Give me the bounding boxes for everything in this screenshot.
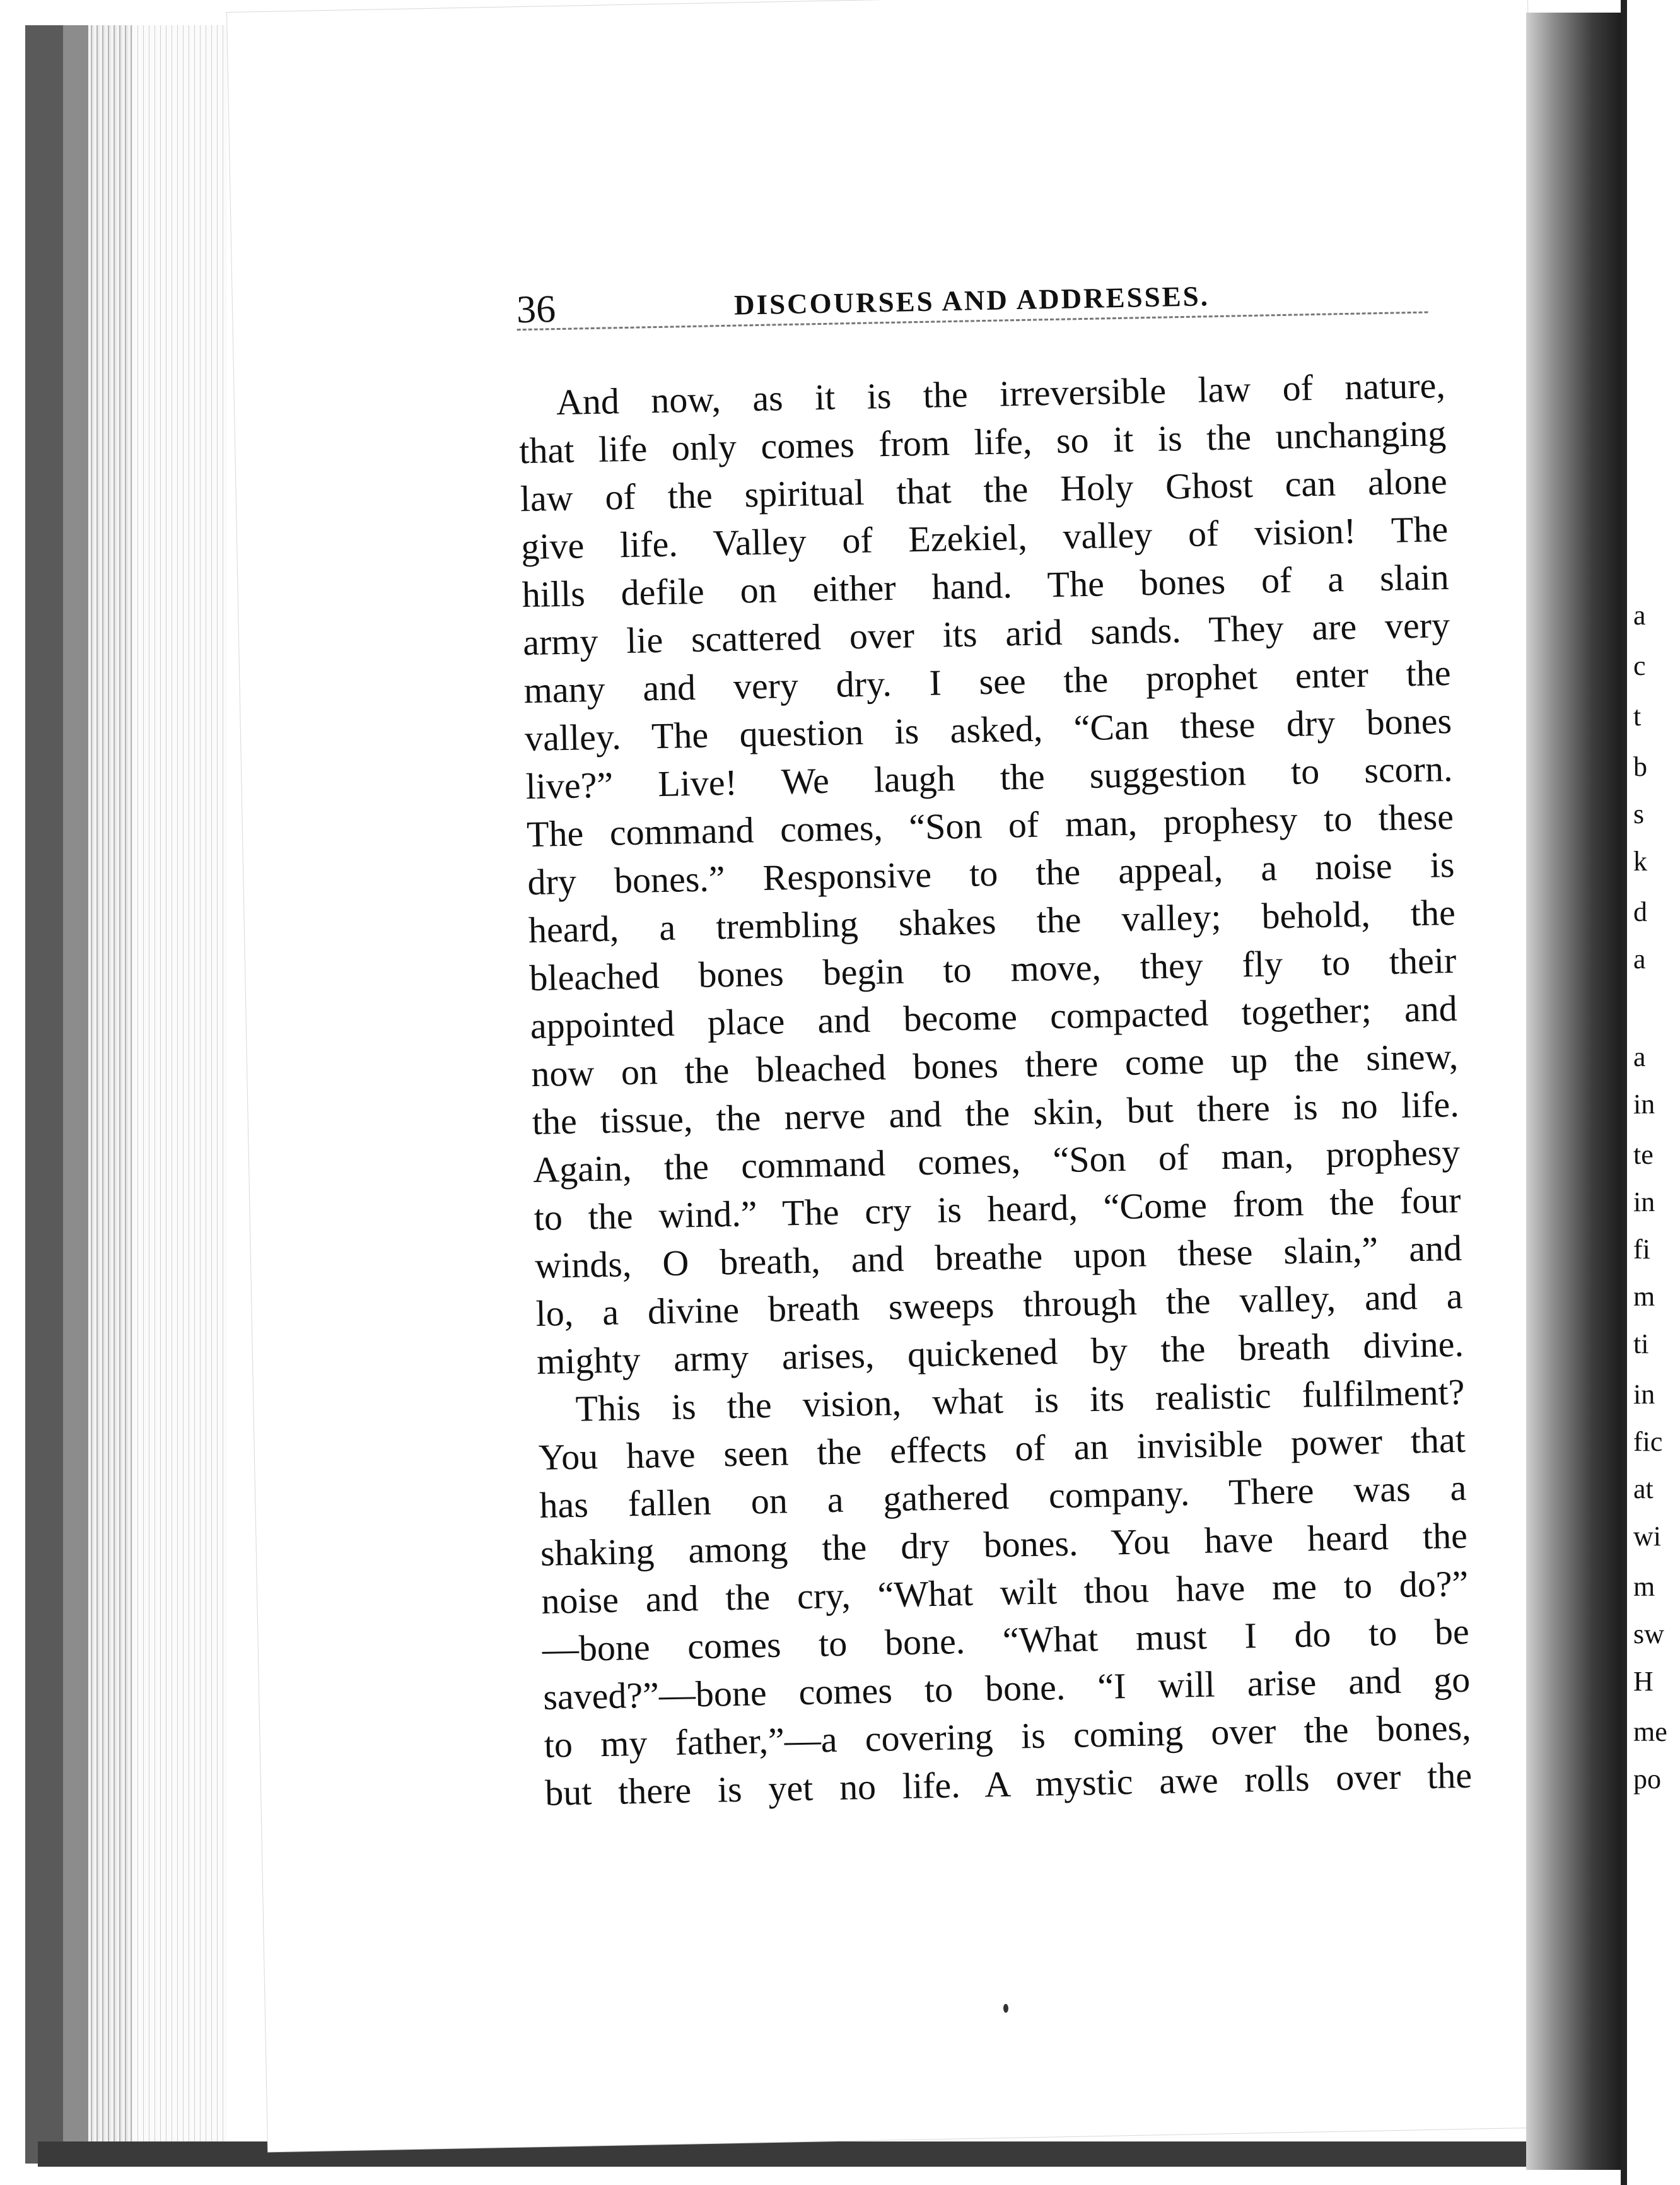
ink-speck [1003,2004,1008,2013]
page-edge-stack [88,25,132,2164]
text-line: You have seen the effects of an invisible power that [538,1419,1466,1478]
facing-page-fragment: m [1633,1571,1655,1602]
book-page [227,0,1568,2152]
text-line: lo, a divine breath sweeps through the valley, and a [535,1275,1464,1334]
page-edge-dark [25,25,63,2164]
facing-page-fragment: H [1633,1666,1654,1697]
text-line: law of the spiritual that the Holy Ghost can alone [520,460,1448,520]
facing-page-fragment: at [1633,1473,1654,1504]
text-line: appointed place and become compacted together; and [530,987,1458,1047]
text-line: And now, as it is the irreversible law of nature, [556,365,1446,423]
text-line: —bone comes to bone. “What must I do to be [542,1610,1470,1670]
facing-page-fragment: ti [1633,1328,1649,1359]
facing-page-fragment: in [1633,1379,1655,1410]
facing-page-fragment: fi [1633,1234,1650,1265]
facing-page-fragment: a [1633,944,1646,975]
running-title: DISCOURSES AND ADDRESSES. [733,280,1210,321]
running-head [233,268,1534,337]
text-line: that life only comes from life, so it is the unchanging [518,413,1447,472]
facing-page-fragment: b [1633,751,1647,782]
text-line: saved?”—bone comes to bone. “I will arise and go [542,1658,1471,1718]
text-line: now on the bleached bones there come up the sinew, [530,1035,1459,1095]
text-line: the tissue, the nerve and the skin, but there is no life. [532,1083,1460,1143]
text-line: to my father,”—a covering is coming over the bones, [544,1706,1472,1766]
text-line: many and very dry. I see the prophet enter the [523,652,1452,712]
bottom-shadow [38,2141,1564,2167]
page-edge-leaves [132,25,227,2164]
text-line: to the wind.” The cry is heard, “Come from the four [534,1179,1462,1239]
facing-page-fragment: s [1633,799,1645,829]
facing-page-fragment: d [1633,896,1647,927]
facing-page-edge [1621,0,1627,2185]
gutter-shadow [1526,13,1621,2170]
facing-page-fragment: t [1633,701,1642,732]
page-edge-mid [63,25,88,2164]
text-line: has fallen on a gathered company. There was a [539,1467,1467,1526]
text-line: noise and the cry, “What wilt thou have me to do?” [540,1562,1469,1622]
facing-page-fragment: in [1633,1089,1655,1120]
text-line: This is the vision, what is its realistic fulfilment? [575,1371,1465,1429]
facing-page-fragment: sw [1633,1619,1664,1649]
text-line: Again, the command comes, “Son of man, prophesy [532,1131,1461,1191]
text-line: shaking among the dry bones. You have heard the [540,1514,1468,1574]
body-text [518,361,1472,1817]
text-line: The command comes, “Son of man, prophesy to these [526,795,1454,855]
facing-page-fragment: a [1633,1041,1646,1072]
facing-page-fragment: in [1633,1186,1655,1217]
text-line: hills defile on either hand. The bones of a slain [522,556,1450,616]
text-line: army lie scattered over its arid sands. They are very [522,604,1450,664]
facing-page-fragment: k [1633,846,1647,877]
facing-page-fragment: te [1633,1139,1654,1170]
text-line: heard, a trembling shakes the valley; behold, the [528,891,1456,951]
text-line: live?” Live! We laugh the suggestion to scorn. [525,747,1453,807]
facing-page-fragment: me [1633,1716,1667,1747]
page-number: 36 [516,288,556,332]
facing-page-fragment: m [1633,1281,1655,1312]
facing-page-fragment: wi [1633,1521,1661,1552]
facing-page-fragment: a [1633,600,1646,631]
text-line: valley. The question is asked, “Can these dry bones [524,700,1452,759]
text-line: bleached bones begin to move, they fly to their [528,939,1457,999]
facing-page [1621,0,1680,2185]
facing-page-fragment: c [1633,650,1646,681]
text-line: mighty army arises, quickened by the breath divine. [536,1323,1464,1382]
text-line: give life. Valley of Ezekiel, valley of vision! The [520,508,1449,568]
text-line: winds, O breath, and breathe upon these slain,” and [534,1227,1462,1286]
facing-page-fragment: fic [1633,1426,1663,1457]
facing-page-fragment: po [1633,1764,1661,1795]
text-line: dry bones.” Responsive to the appeal, a noise is [527,843,1455,903]
text-line: but there is yet no life. A mystic awe rolls over the [544,1754,1473,1813]
